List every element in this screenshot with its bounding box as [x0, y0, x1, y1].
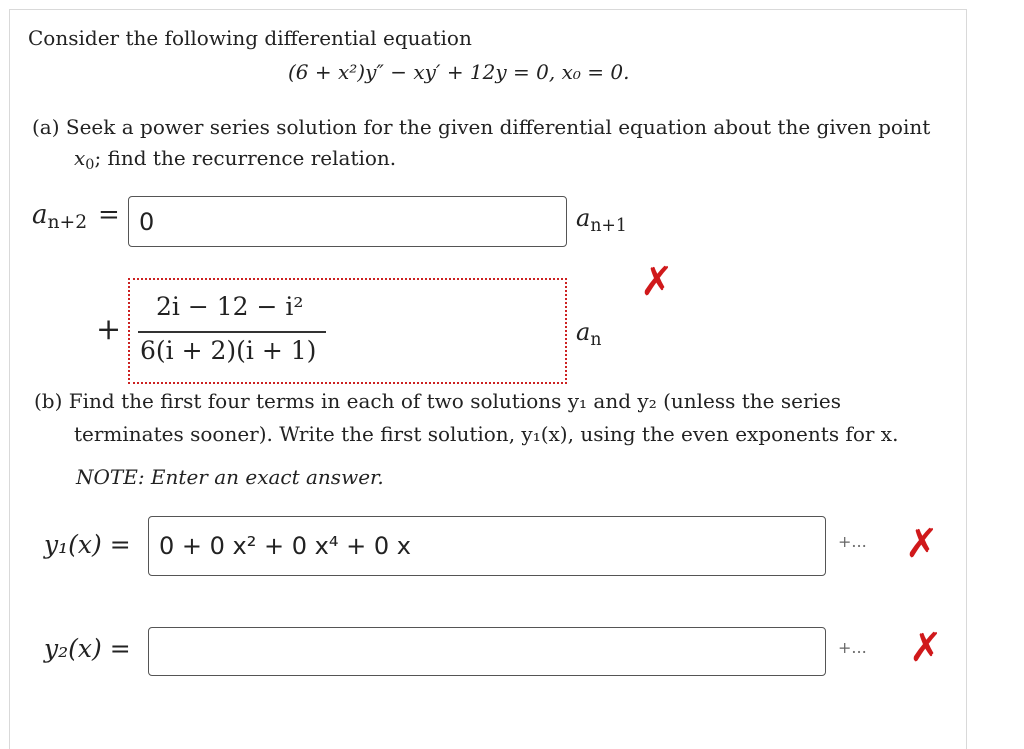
lhs-sub: n+2 — [47, 212, 88, 234]
part-b-prompt-line2: terminates sooner). Write the first solution, y₁(x), using the even exponents for x. — [74, 422, 899, 446]
coef1-sub: n+1 — [590, 215, 627, 236]
part-a-prompt-line2 — [74, 146, 396, 173]
exact-answer-note: NOTE: Enter an exact answer. — [76, 465, 384, 489]
coef1-label — [576, 204, 627, 236]
x0-var: x — [74, 146, 86, 170]
coef2-sub: n — [590, 329, 602, 350]
y2-continuation: +... — [838, 638, 867, 657]
part-a-prompt-rest: ; find the recurrence relation. — [94, 146, 397, 170]
differential-equation: (6 + x²)y″ − xy′ + 12y = 0, x₀ = 0. — [288, 60, 630, 84]
fraction-denominator: 6(i + 2)(i + 1) — [140, 336, 317, 365]
y2-incorrect-icon: ✗ — [909, 625, 943, 671]
intro-text: Consider the following differential equation — [28, 26, 472, 50]
coef1-var: a — [576, 204, 591, 232]
lhs-var: a — [32, 200, 48, 230]
lhs-equals: = — [98, 200, 120, 230]
y1-label: y₁(x) = — [44, 530, 131, 559]
x0-sub: 0 — [85, 157, 95, 174]
part-a-prompt: (a) Seek a power series solution for the given differential equation about the given point — [32, 115, 931, 139]
part-b-prompt: (b) Find the first four terms in each of two solutions y₁ and y₂ (unless the series — [34, 389, 842, 413]
fraction-numerator: 2i − 12 − i² — [156, 292, 304, 321]
recurrence-lhs — [32, 200, 87, 233]
y1-input[interactable] — [148, 516, 826, 576]
part-a-incorrect-icon: ✗ — [640, 259, 674, 305]
plus-sign: + — [96, 312, 122, 347]
y2-label: y₂(x) = — [44, 634, 131, 663]
y1-value: 0 + 0 x² + 0 x⁴ + 0 x — [159, 532, 411, 560]
y1-continuation: +... — [838, 532, 867, 551]
fraction-bar — [138, 331, 326, 333]
recurrence-coef1-input[interactable] — [128, 196, 567, 247]
recurrence-coef2-input[interactable] — [128, 278, 567, 384]
coef2-var: a — [576, 318, 591, 346]
y1-incorrect-icon: ✗ — [905, 521, 939, 567]
coef2-label — [576, 318, 601, 350]
recurrence-coef1-value: 0 — [139, 207, 155, 236]
y2-input[interactable] — [148, 627, 826, 676]
